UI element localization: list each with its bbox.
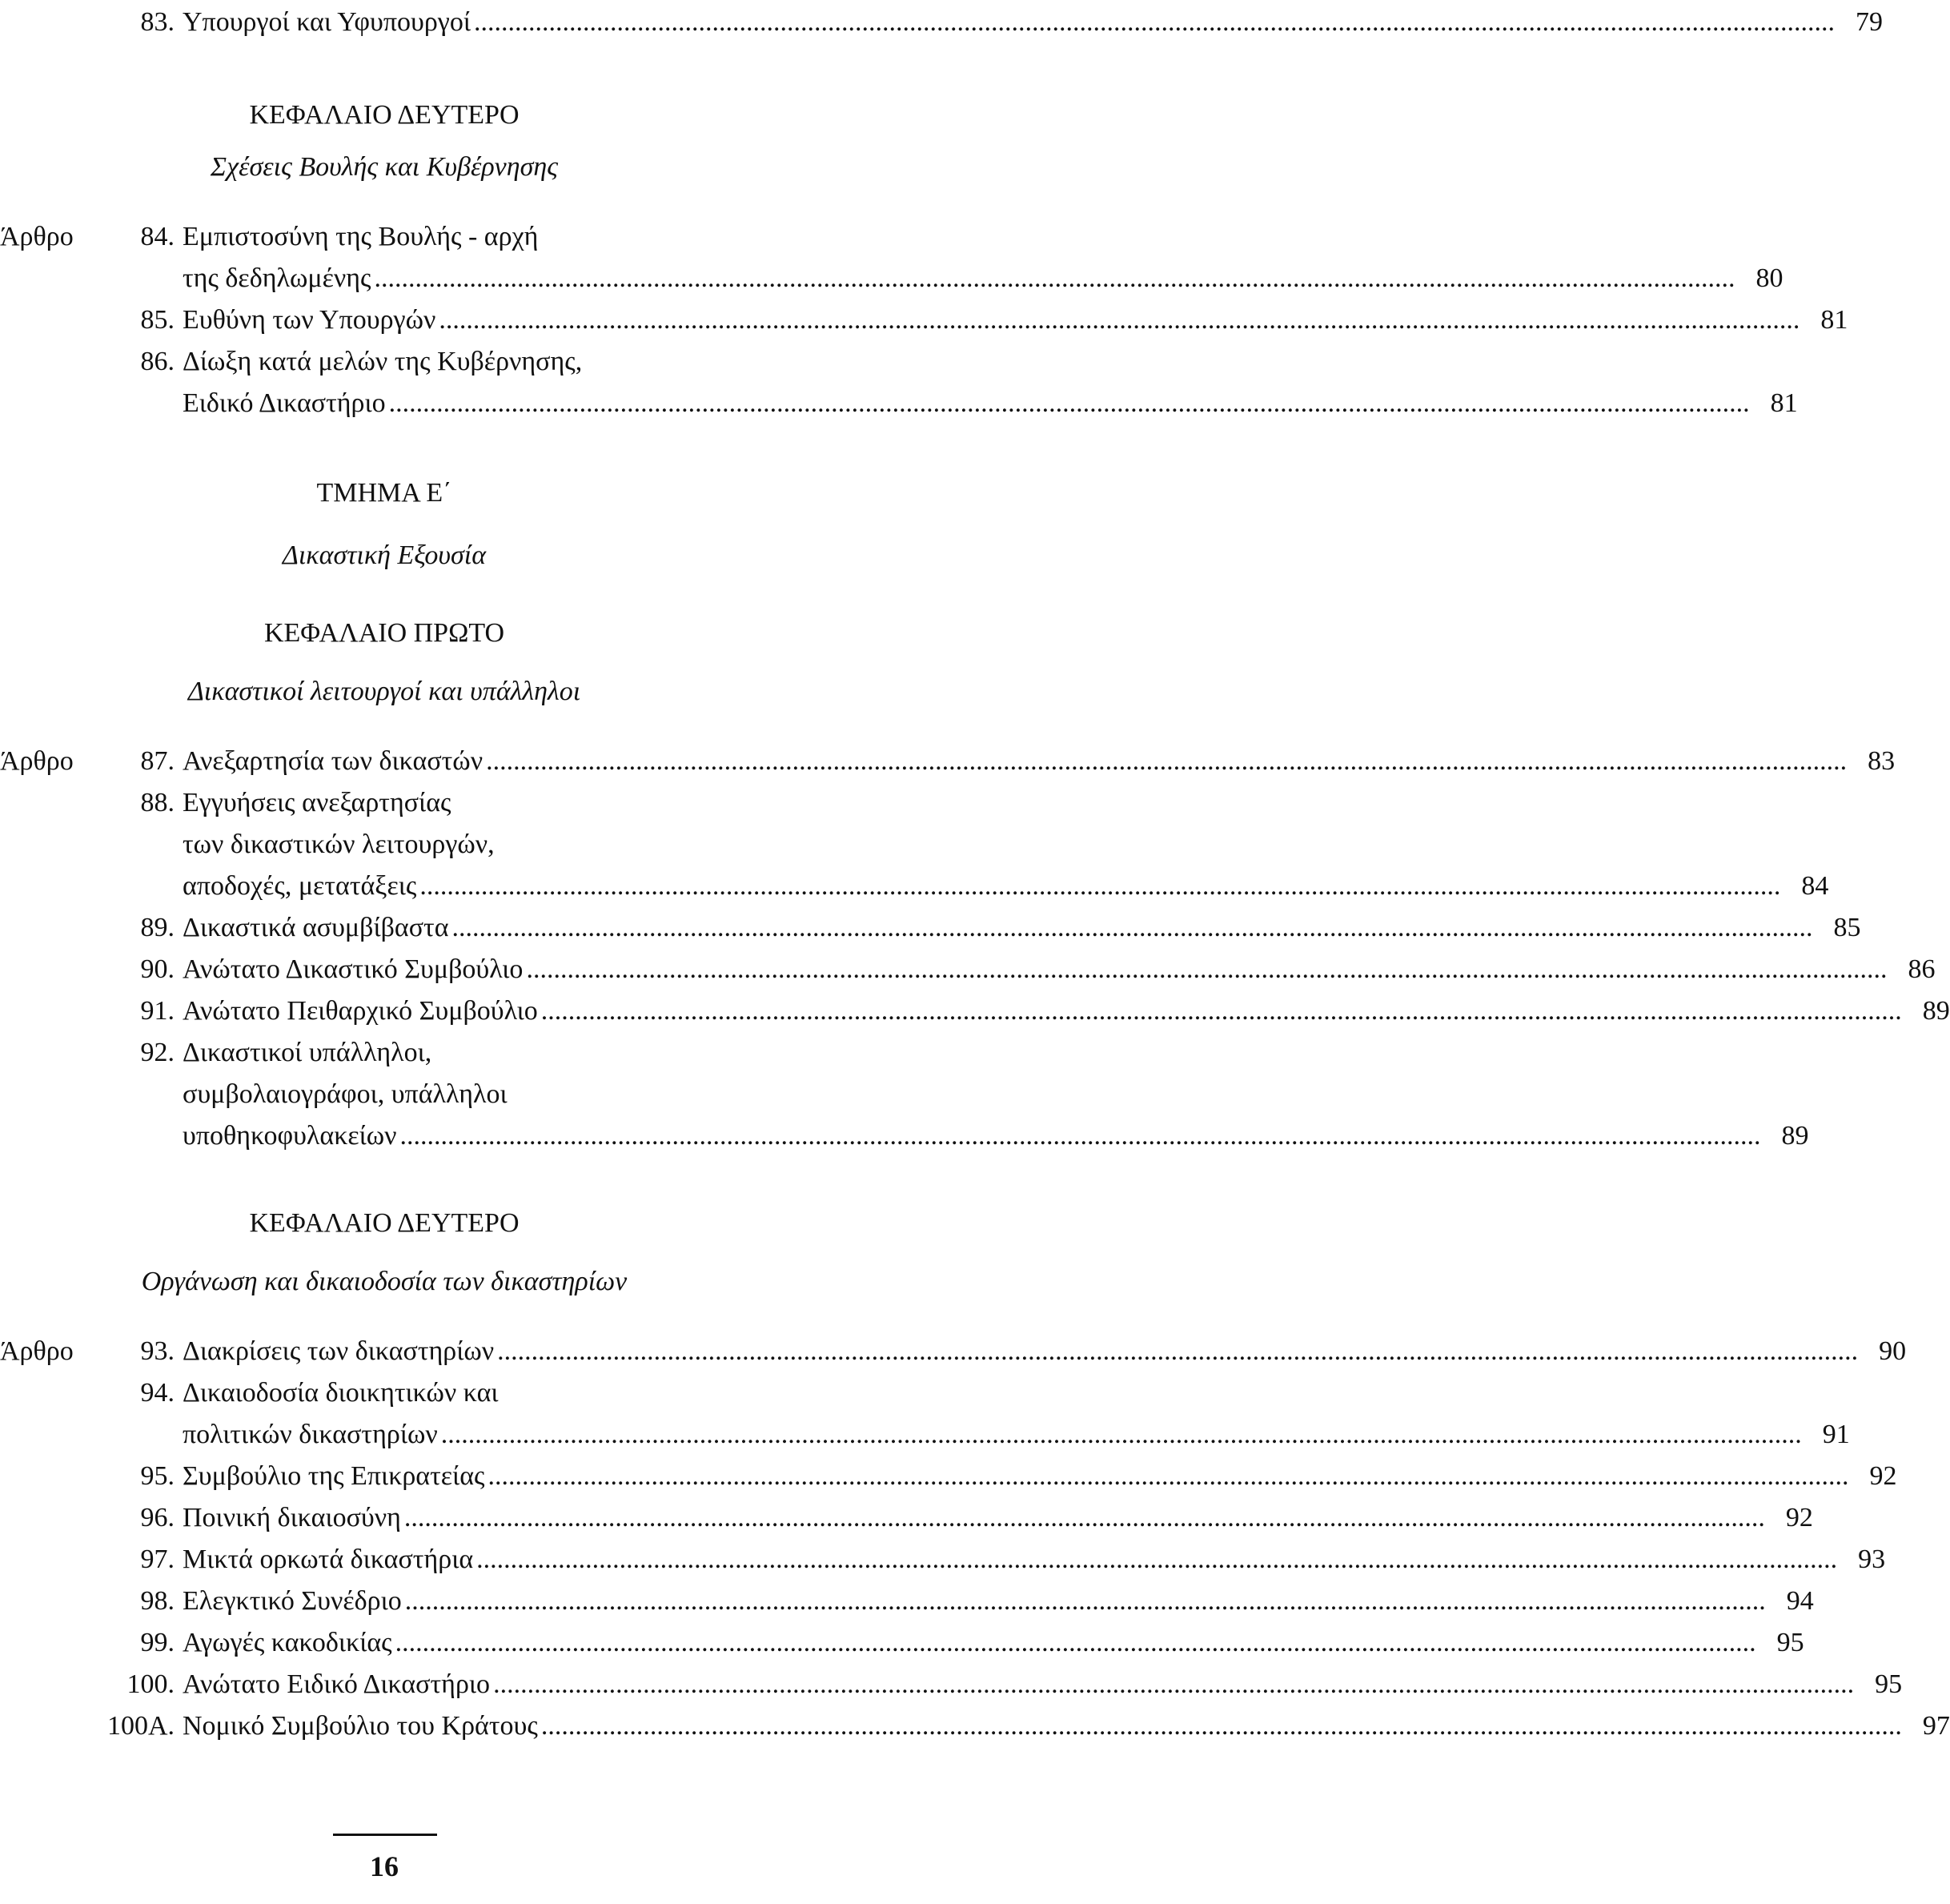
toc-entry-97 xyxy=(0,1539,1886,1581)
dot-leader: ........................................................................................................................................................................................................ xyxy=(473,7,1835,37)
toc-entry-88 xyxy=(0,782,768,824)
toc-entry-92 xyxy=(0,1032,768,1074)
page-number: 16 xyxy=(370,1850,399,1882)
chapter-subtitle: Οργάνωση και δικαιοδοσία των δικαστηρίων xyxy=(141,1267,628,1296)
chapter-heading: ΚΕΦΑΛΑΙΟ ΔΕΥΤΕΡΟ xyxy=(249,100,520,130)
entry-number: 98. xyxy=(140,1586,175,1616)
article-label: Άρθρο xyxy=(0,1336,74,1366)
entry-page: 89 xyxy=(1781,1121,1809,1151)
dot-leader: ........................................................................................................................................................................................................ xyxy=(395,1628,1756,1657)
entry-page: 95 xyxy=(1776,1628,1804,1657)
entry-page: 86 xyxy=(1908,954,1936,984)
dot-leader: ........................................................................................................................................................................................................ xyxy=(403,1503,1765,1532)
dot-leader: ........................................................................................................................................................................................................ xyxy=(388,388,1750,418)
toc-entry-92-cont xyxy=(0,1074,768,1115)
entry-page: 94 xyxy=(1786,1586,1814,1616)
entry-page: 81 xyxy=(1770,388,1798,418)
entry-page: 85 xyxy=(1833,913,1861,942)
toc-entry-92-cont xyxy=(0,1115,1809,1157)
entry-title: Ανώτατο Δικαστικό Συμβούλιο xyxy=(183,954,524,984)
dot-leader: ........................................................................................................................................................................................................ xyxy=(540,996,1902,1026)
entry-title: Ανώτατο Ειδικό Δικαστήριο xyxy=(183,1669,491,1699)
entry-number: 85. xyxy=(140,305,175,335)
entry-title: Νομικό Συμβούλιο του Κράτους xyxy=(183,1711,538,1741)
dot-leader: ........................................................................................................................................................................................................ xyxy=(374,263,1735,293)
dot-leader: ........................................................................................................................................................................................................ xyxy=(497,1336,1859,1366)
entry-page: 84 xyxy=(1801,871,1829,901)
toc-entry-100 xyxy=(0,1664,1903,1705)
entry-page: 92 xyxy=(1869,1461,1897,1491)
toc-entry-94 xyxy=(0,1372,768,1414)
toc-entry-96 xyxy=(0,1497,1813,1539)
dot-leader: ........................................................................................................................................................................................................ xyxy=(451,913,1813,942)
dot-leader: ........................................................................................................................................................................................................ xyxy=(439,305,1800,335)
toc-entry-88-cont xyxy=(0,824,768,866)
toc-entry-95 xyxy=(0,1456,1897,1497)
dot-leader: ........................................................................................................................................................................................................ xyxy=(404,1586,1766,1616)
entry-page: 97 xyxy=(1922,1711,1950,1741)
dot-leader: ........................................................................................................................................................................................................ xyxy=(476,1544,1838,1574)
dot-leader: ........................................................................................................................................................................................................ xyxy=(486,746,1848,776)
dot-leader: ........................................................................................................................................................................................................ xyxy=(488,1461,1849,1491)
entry-title: Εμπιστοσύνη της Βουλής - αρχή xyxy=(183,222,539,251)
entry-number: 92. xyxy=(140,1038,175,1067)
entry-title: Μικτά ορκωτά δικαστήρια xyxy=(183,1544,474,1574)
entry-page: 79 xyxy=(1855,7,1883,37)
entry-title: Δικαιοδοσία διοικητικών και xyxy=(183,1378,499,1408)
toc-entry-85 xyxy=(0,299,1848,341)
entry-title: Ευθύνη των Υπουργών xyxy=(183,305,436,335)
entry-title: Συμβούλιο της Επικρατείας xyxy=(183,1461,485,1491)
toc-entry-94-cont xyxy=(0,1414,1850,1456)
entry-title-cont: Ειδικό Δικαστήριο xyxy=(183,388,386,418)
article-label: Άρθρο xyxy=(0,746,74,776)
toc-entry-90 xyxy=(0,949,1936,990)
entry-number: 84. xyxy=(140,222,175,251)
entry-page: 80 xyxy=(1755,263,1783,293)
toc-entry-84-cont xyxy=(0,258,1783,299)
toc-entry-89 xyxy=(0,907,1861,949)
toc-entry-91 xyxy=(0,990,1950,1032)
toc-entry-99 xyxy=(0,1622,1804,1664)
entry-title-cont: συμβολαιογράφοι, υπάλληλοι xyxy=(183,1079,508,1109)
entry-number: 89. xyxy=(140,913,175,942)
toc-entry-98 xyxy=(0,1581,1814,1622)
entry-number: 86. xyxy=(140,347,175,376)
entry-number: 100. xyxy=(126,1669,175,1699)
toc-entry-100a xyxy=(0,1705,1950,1747)
chapter-heading: ΚΕΦΑΛΑΙΟ ΔΕΥΤΕΡΟ xyxy=(249,1208,520,1238)
entry-title: Δίωξη κατά μελών της Κυβέρνησης, xyxy=(183,347,583,376)
entry-title: Ποινική δικαιοσύνη xyxy=(183,1503,401,1532)
entry-page: 90 xyxy=(1879,1336,1907,1366)
entry-page: 81 xyxy=(1820,305,1848,335)
entry-title: Ελεγκτικό Συνέδριο xyxy=(183,1586,402,1616)
entry-number: 95. xyxy=(140,1461,175,1491)
toc-entry-87 xyxy=(0,741,1896,782)
dot-leader: ........................................................................................................................................................................................................ xyxy=(540,1711,1902,1741)
entry-title-cont: των δικαστικών λειτουργών, xyxy=(183,829,495,859)
entry-page: 92 xyxy=(1785,1503,1813,1532)
entry-page: 93 xyxy=(1858,1544,1886,1574)
entry-title: Διακρίσεις των δικαστηρίων xyxy=(183,1336,495,1366)
entry-title-cont: της δεδηλωμένης xyxy=(183,263,371,293)
toc-entry-93 xyxy=(0,1331,1907,1372)
entry-page: 95 xyxy=(1875,1669,1903,1699)
entry-title: Ανεξαρτησία των δικαστών xyxy=(183,746,483,776)
entry-title-cont: πολιτικών δικαστηρίων xyxy=(183,1420,438,1449)
entry-title: Εγγυήσεις ανεξαρτησίας xyxy=(183,788,451,817)
entry-page: 83 xyxy=(1868,746,1896,776)
dot-leader: ........................................................................................................................................................................................................ xyxy=(419,871,1781,901)
entry-number: 91. xyxy=(140,996,175,1026)
entry-title: Δικαστικοί υπάλληλοι, xyxy=(183,1038,432,1067)
entry-title: Υπουργοί και Υφυπουργοί xyxy=(183,7,471,37)
dot-leader: ........................................................................................................................................................................................................ xyxy=(493,1669,1855,1699)
chapter-subtitle: Σχέσεις Βουλής και Κυβέρνησης xyxy=(210,152,559,182)
toc-entry-86 xyxy=(0,341,768,383)
entry-page: 89 xyxy=(1922,996,1950,1026)
toc-entry-88-cont xyxy=(0,866,1829,907)
entry-number: 100Α. xyxy=(106,1711,175,1741)
dot-leader: ........................................................................................................................................................................................................ xyxy=(399,1121,1761,1151)
chapter-subtitle: Δικαστικοί λειτουργοί και υπάλληλοι xyxy=(187,677,581,706)
entry-title-cont: υποθηκοφυλακείων xyxy=(183,1121,397,1151)
footer-rule xyxy=(333,1834,437,1836)
article-label: Άρθρο xyxy=(0,222,74,251)
entry-number: 99. xyxy=(140,1628,175,1657)
entry-number: 94. xyxy=(140,1378,175,1408)
entry-number: 87. xyxy=(140,746,175,776)
dot-leader: ........................................................................................................................................................................................................ xyxy=(440,1420,1802,1449)
entry-title: Ανώτατο Πειθαρχικό Συμβούλιο xyxy=(183,996,538,1026)
entry-number: 93. xyxy=(140,1336,175,1366)
entry-number: 88. xyxy=(140,788,175,817)
chapter-heading: ΚΕΦΑΛΑΙΟ ΠΡΩΤΟ xyxy=(263,618,505,648)
entry-title: Δικαστικά ασυμβίβαστα xyxy=(183,913,449,942)
part-heading: ΤΜΗΜΑ Ε΄ xyxy=(316,478,452,508)
entry-title: Αγωγές κακοδικίας xyxy=(183,1628,392,1657)
toc-entry-86-cont xyxy=(0,383,1798,424)
entry-number: 97. xyxy=(140,1544,175,1574)
toc-entry-83 xyxy=(0,2,1883,43)
entry-number: 90. xyxy=(140,954,175,984)
entry-number: 83. xyxy=(140,7,175,37)
entry-title-cont: αποδοχές, μετατάξεις xyxy=(183,871,417,901)
entry-number: 96. xyxy=(140,1503,175,1532)
toc-entry-84 xyxy=(0,216,768,258)
entry-page: 91 xyxy=(1822,1420,1850,1449)
part-subtitle: Δικαστική Εξουσία xyxy=(282,540,487,570)
dot-leader: ........................................................................................................................................................................................................ xyxy=(526,954,1888,984)
